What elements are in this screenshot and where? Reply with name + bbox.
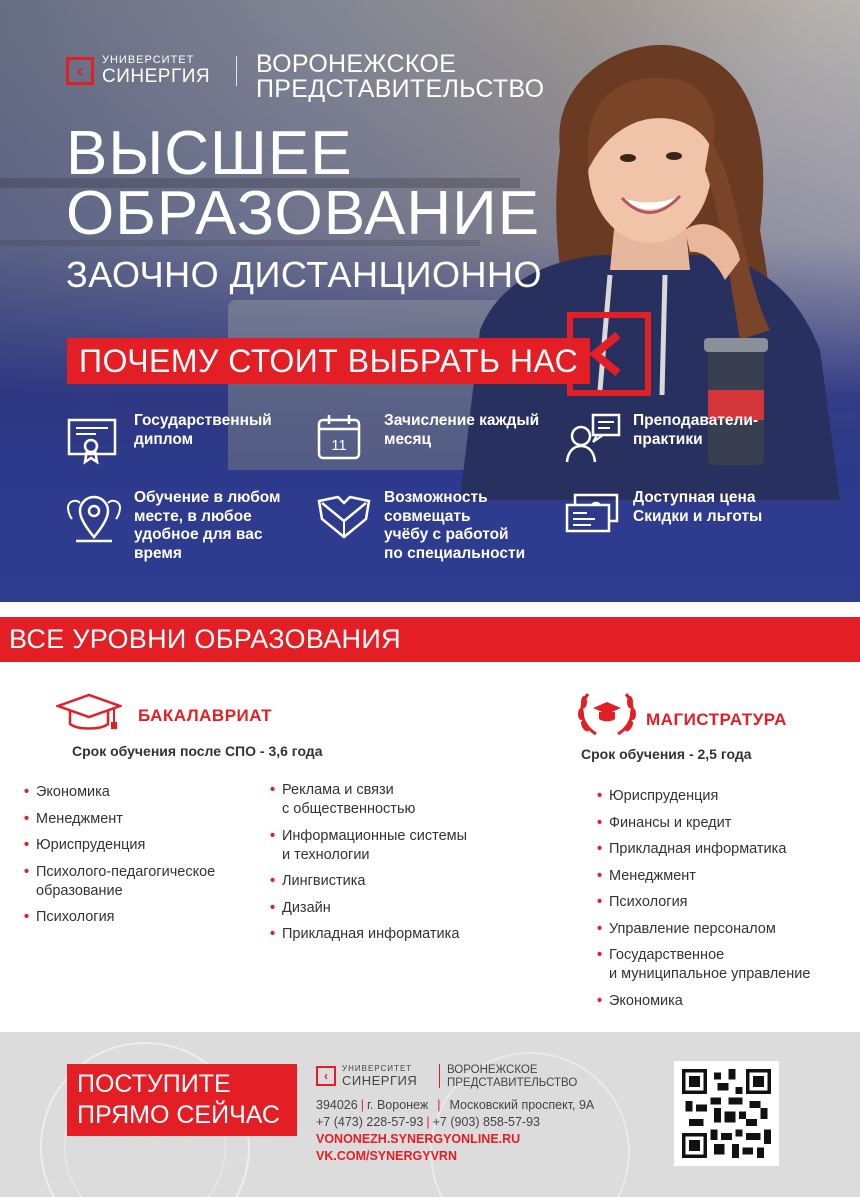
feature-affordable-price [565,489,762,545]
logo-line-university: УНИВЕРСИТЕТ [342,1064,413,1073]
list-item: • Менеджмент [597,867,857,886]
list-item: • Прикладная информатика [597,840,857,859]
bachelor-duration: Срок обучения после СПО - 3,6 года [72,743,323,759]
postcode: 394026 [316,1098,358,1112]
calendar-icon [316,412,372,468]
feature-text-line: время [134,544,182,562]
list-item: • Юриспруденция [24,836,264,855]
apply-line-2: ПРЯМО СЕЙЧАС [77,1101,280,1129]
qr-code[interactable] [674,1061,779,1166]
feature-text-line: Зачисление каждый [384,412,540,429]
list-item: • Психология [597,893,857,912]
list-item: • Менеджмент [24,810,264,829]
feature-text-line: месяц [384,430,432,448]
list-item: • Экономика [597,992,857,1011]
phone-number[interactable]: +7 (903) 858-57-93 [432,1115,540,1129]
bachelor-programs-col2 [270,781,530,952]
feature-text-line: месте, в любое [134,507,252,525]
list-item: • Психология [24,908,264,927]
list-item: • Государственное и муниципальное управление [597,946,857,984]
feature-study-anywhere [66,489,281,563]
feature-text-line: Государственный [134,412,272,429]
phone-number[interactable]: +7 (473) 228-57-93 [316,1115,424,1129]
teacher-icon [565,412,621,468]
feature-monthly-enrollment [316,412,539,468]
office-line-1: ВОРОНЕЖСКОЕ [447,1064,538,1076]
logo-line-university: УНИВЕРСИТЕТ [102,54,195,66]
feature-text-line: Скидки и льготы [633,507,763,525]
university-logo [66,55,210,86]
laurel-cap-icon [576,686,638,738]
office-line-1: ВОРОНЕЖСКОЕ [256,50,457,78]
page-subtitle: ЗАОЧНО ДИСТАНЦИОННО [66,254,543,295]
feature-text-line: Обучение в любом [134,489,281,506]
list-item: • Лингвистика [270,872,530,891]
list-item: • Финансы и кредит [597,814,857,833]
page-title [66,119,541,248]
feature-practicing-teachers [565,412,758,468]
footer-logo-divider [439,1064,440,1088]
feature-work-and-study [316,489,525,563]
list-item: • Реклама и связи с общественностью [270,781,530,819]
synergy-logo-icon: ‹ [66,57,94,85]
feature-text-line: Преподаватели- [633,412,759,429]
list-item: • Психолого-педагогическое образование [24,863,264,901]
master-duration: Срок обучения - 2,5 года [581,746,752,762]
vk-link[interactable]: VK.COM/SYNERGYVRN [316,1149,457,1163]
feature-text-line: учёбу с работой [384,526,509,543]
office-name [256,52,544,102]
location-icon [66,489,122,545]
list-item: • Прикладная информатика [270,925,530,944]
bachelor-programs-col1 [24,783,264,935]
feature-text-line: практики [633,430,703,448]
title-line-2: ОБРАЗОВАНИЕ [66,179,541,248]
list-item: • Управление персоналом [597,920,857,939]
synergy-logo-icon: ‹ [316,1066,336,1086]
office-line-2: ПРЕДСТАВИТЕЛЬСТВО [447,1076,578,1089]
feature-text-line: удобное для вас [134,526,263,543]
feature-text-line: Возможность [384,489,488,506]
money-icon [565,489,621,545]
feature-text-line: Доступная цена [633,489,756,506]
logo-line-synergy: СИНЕРГИЯ [342,1073,418,1088]
website-link[interactable]: VONONEZH.SYNERGYONLINE.RU [316,1132,521,1146]
qr-code-image [682,1069,771,1158]
master-programs [597,787,857,1018]
office-line-2: ПРЕДСТАВИТЕЛЬСТВО [256,75,545,103]
apply-now-banner [67,1064,297,1136]
graduation-cap-icon [56,692,122,734]
footer-office-name [447,1064,577,1089]
logo-line-synergy: СИНЕРГИЯ [102,66,211,87]
list-item: • Дизайн [270,899,530,918]
levels-heading: ВСЕ УРОВНИ ОБРАЗОВАНИЯ [0,617,860,662]
feature-text-line: совмещать [384,507,471,525]
footer-address: 394026 | г. Воронеж | Московский проспект, 9А [316,1098,595,1112]
list-item: • Информационные системы и технологии [270,827,530,865]
apply-line-1: ПОСТУПИТЕ [77,1070,231,1098]
title-line-1: ВЫСШЕЕ [66,119,353,188]
feature-diploma [66,412,272,468]
handshake-icon [316,489,372,545]
diploma-icon [66,412,122,468]
feature-text-line: по специальности [384,544,526,562]
footer-university-logo [316,1065,417,1087]
list-item: • Юриспруденция [597,787,857,806]
feature-text-line: диплом [134,430,194,448]
calendar-day-number: 11 [331,437,347,454]
footer-phones: +7 (473) 228-57-93 | +7 (903) 858-57-93 [316,1115,540,1129]
street-address: Московский проспект, 9А [449,1098,595,1112]
bachelor-title: БАКАЛАВРИАТ [138,706,273,725]
logo-divider [236,56,237,86]
list-item: • Экономика [24,783,264,802]
why-choose-us-banner: ПОЧЕМУ СТОИТ ВЫБРАТЬ НАС [67,338,590,384]
city: г. Воронеж [366,1098,429,1112]
master-title: МАГИСТРАТУРА [646,710,787,729]
